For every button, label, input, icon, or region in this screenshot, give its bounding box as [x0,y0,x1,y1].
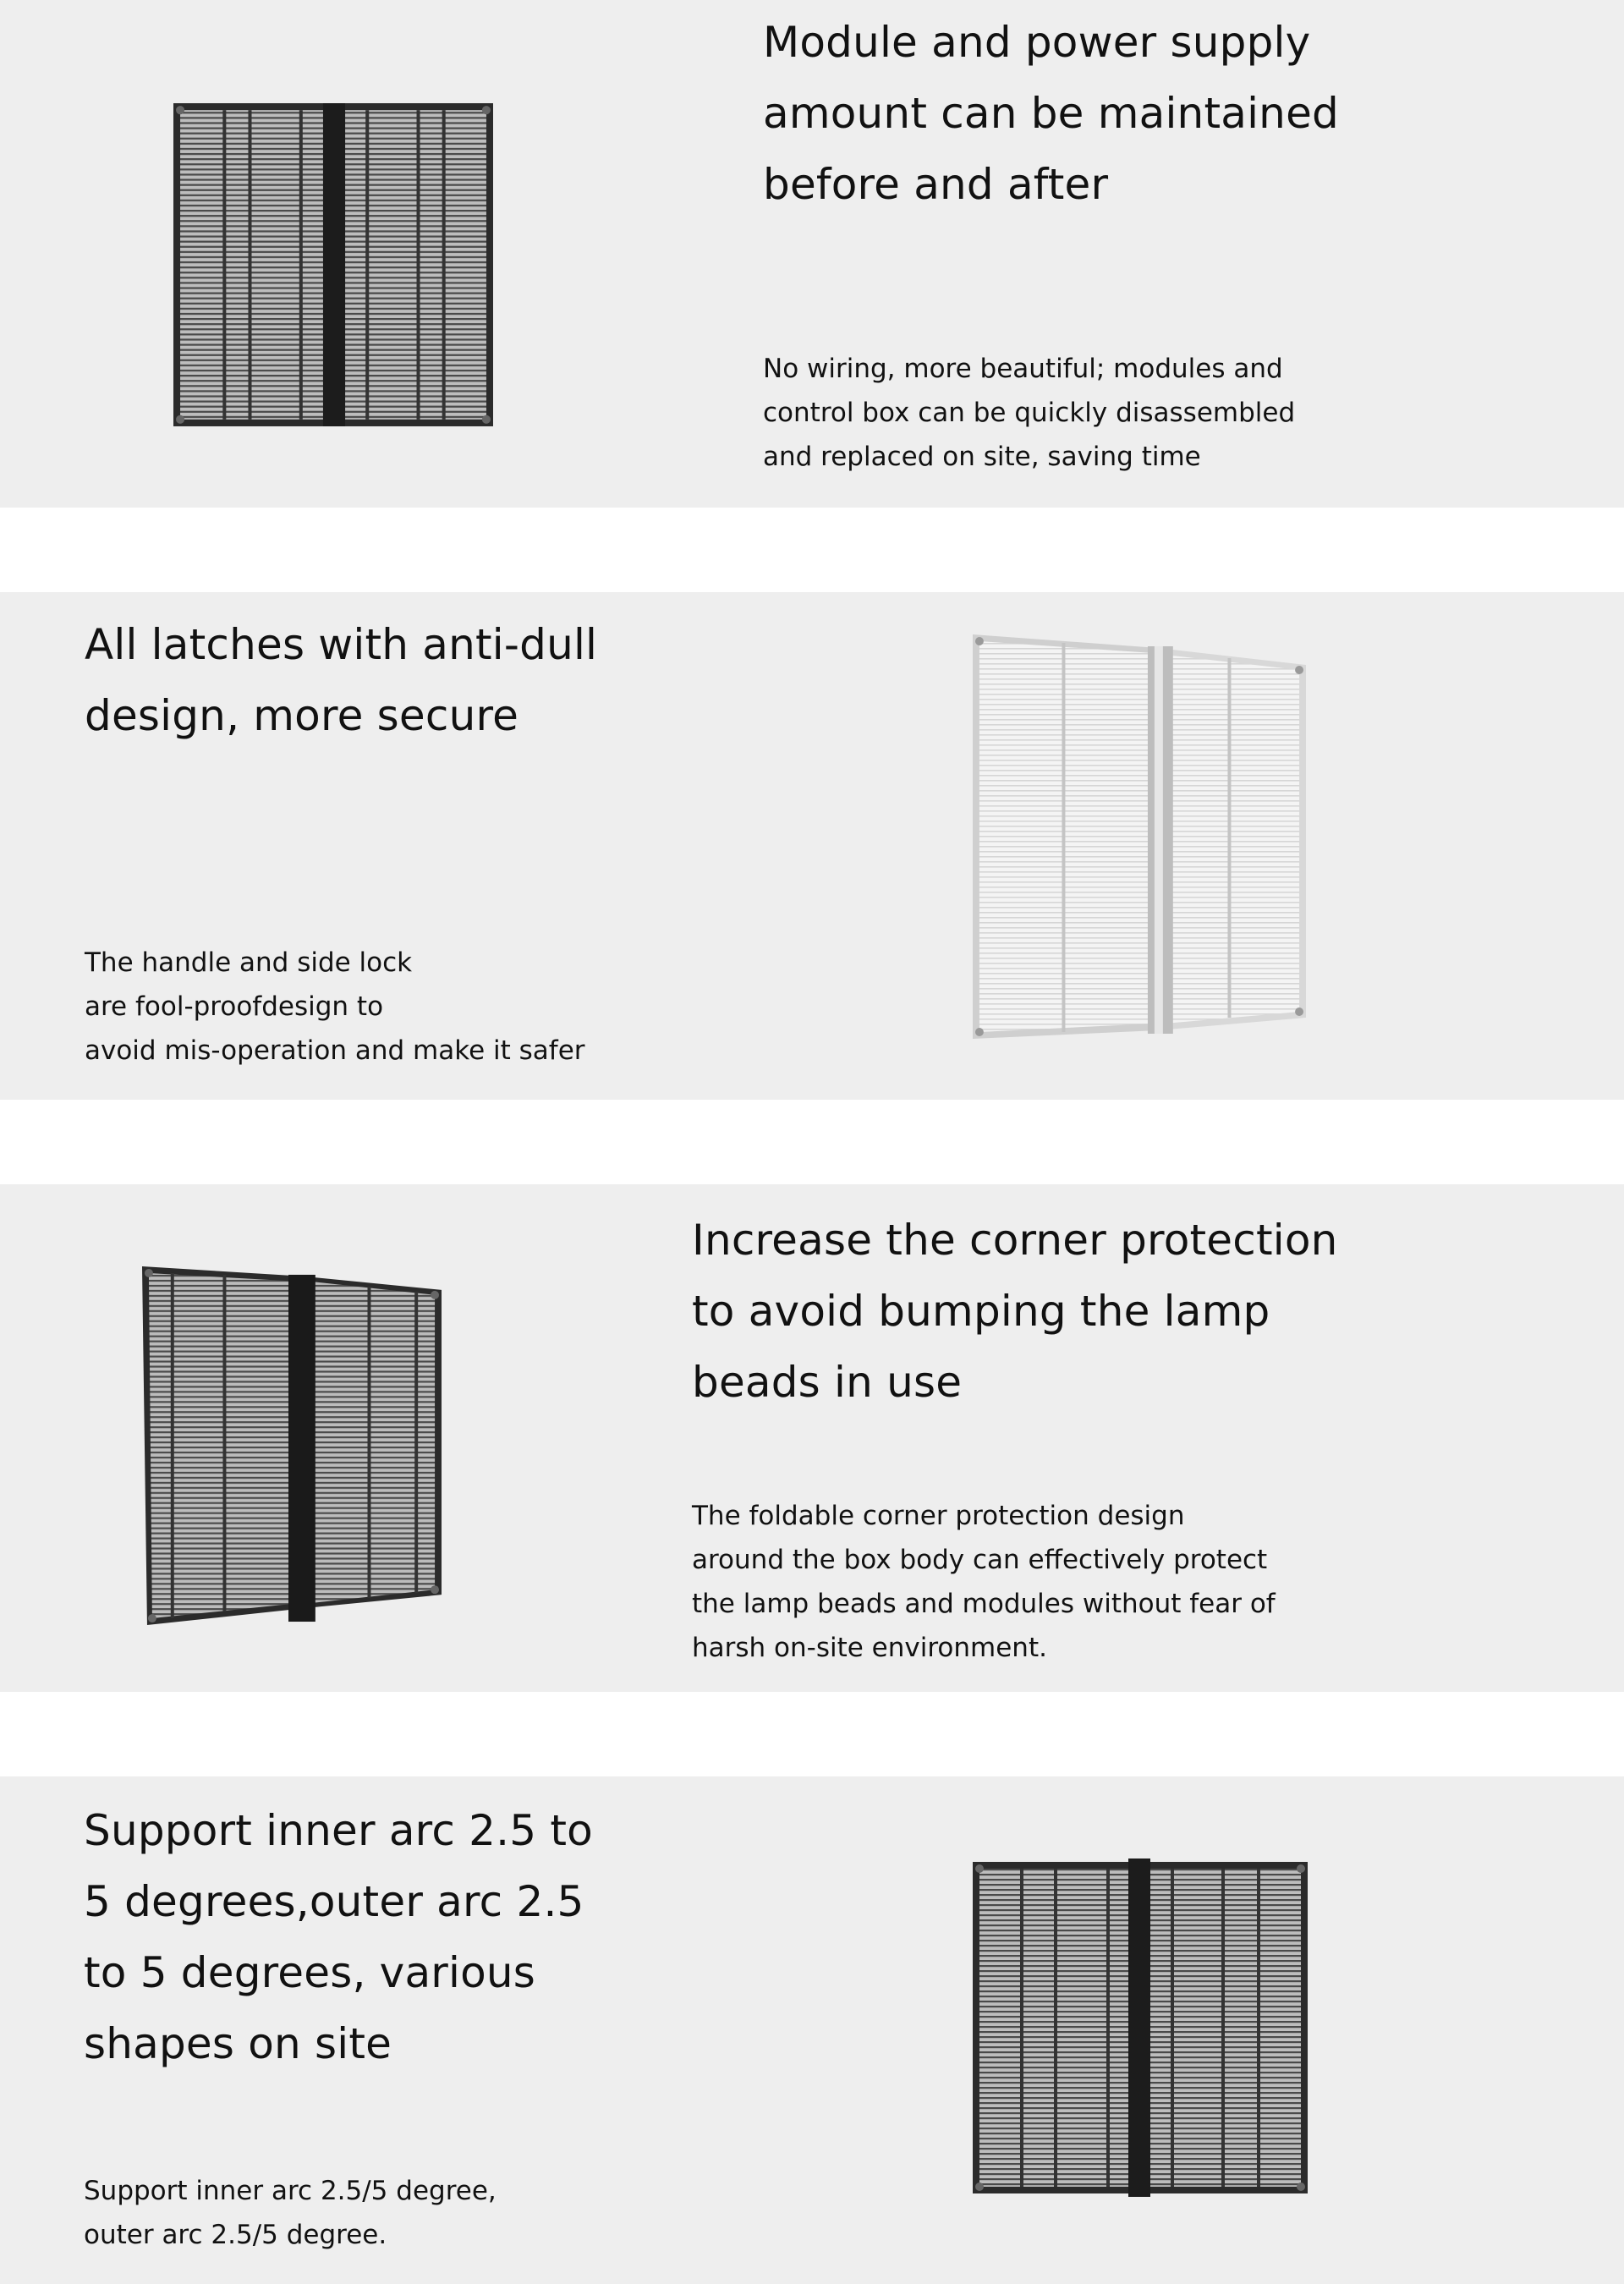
section-title [84,1795,593,2079]
title-line: Increase the corner protection [692,1216,1338,1265]
feature-section-arc-support [0,1776,1624,2284]
section-title [692,1205,1338,1418]
title-line: amount can be maintained [763,89,1339,138]
feature-section-latches [0,592,1624,1100]
title-line: 5 degrees,outer arc 2.5 [84,1877,584,1926]
desc-line: avoid mis-operation and make it safer [85,1035,585,1066]
desc-line: The handle and side lock [85,947,413,978]
desc-line: are fool-proofdesign to [85,991,384,1022]
feature-section-maintenance [0,0,1624,508]
led-panel-dark-front-icon [172,102,495,428]
feature-section-corner-protection [0,1184,1624,1692]
title-line: before and after [763,160,1109,209]
desc-line: around the box body can effectively protect [692,1545,1268,1575]
desc-line: harsh on-site environment. [692,1633,1047,1663]
desc-line: outer arc 2.5/5 degree. [84,2220,387,2250]
desc-line: and replaced on site, saving time [763,442,1201,472]
section-description [692,1494,1276,1670]
title-line: beads in use [692,1358,963,1407]
led-panel-dark-angled-icon [140,1265,443,1627]
section-description [84,2169,497,2257]
desc-line: Support inner arc 2.5/5 degree, [84,2176,497,2206]
section-title [763,7,1339,220]
section-description [85,941,585,1073]
title-line: to avoid bumping the lamp [692,1287,1270,1336]
desc-line: the lamp beads and modules without fear of [692,1589,1276,1619]
title-line: Support inner arc 2.5 to [84,1806,593,1855]
desc-line: control box can be quickly disassembled [763,398,1296,428]
title-line: design, more secure [85,691,519,740]
section-description [763,347,1295,479]
title-line: to 5 degrees, various [84,1948,536,1997]
led-panel-light-angled-icon [971,633,1308,1039]
led-panel-dark-front-icon [971,1858,1309,2197]
desc-line: No wiring, more beautiful; modules and [763,354,1283,384]
desc-line: The foldable corner protection design [692,1501,1185,1531]
section-title [85,609,597,751]
title-line: shapes on site [84,2019,392,2068]
title-line: Module and power supply [763,18,1311,67]
title-line: All latches with anti-dull [85,620,598,669]
